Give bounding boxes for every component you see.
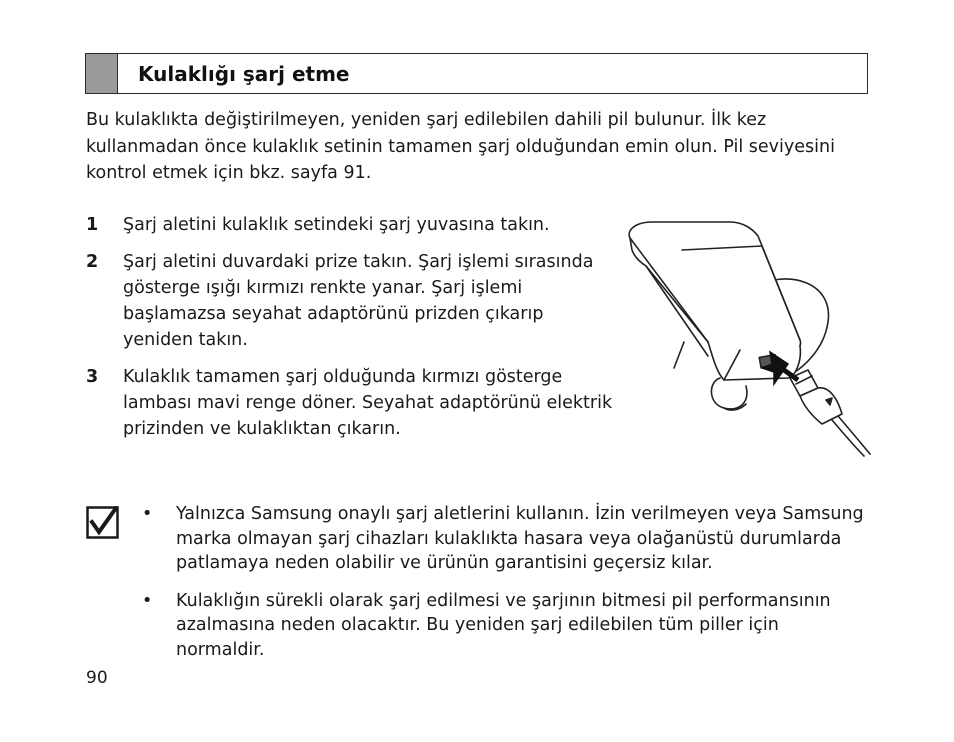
- step-number: 3: [86, 367, 99, 387]
- checkbox-check-icon: [86, 506, 119, 539]
- note-text: Yalnızca Samsung onaylı şarj aletlerini kullanın. İzin verilmeyen veya Samsung marka olmayan şarj cihazları kulaklıkta hasara veya olağanüstü durumlarda patlamaya neden olabilir ve ürünün garantisini geçersiz kılar.: [176, 504, 864, 573]
- section-title: Kulaklığı şarj etme: [138, 62, 350, 86]
- note-item: [140, 589, 870, 663]
- step-text: Şarj aletini kulaklık setindeki şarj yuvasına takın.: [123, 215, 550, 235]
- step-text: Şarj aletini duvardaki prize takın. Şarj işlemi sırasında gösterge ışığı kırmızı renkte yanar. Şarj işlemi başlamazsa seyahat adaptörünü prizden çıkarıp yeniden takın.: [123, 252, 594, 350]
- step-item: [86, 249, 616, 353]
- bullet: •: [142, 590, 153, 611]
- step-number: 2: [86, 252, 99, 272]
- page-number: 90: [86, 668, 108, 688]
- headset-charging-illustration: [612, 210, 872, 460]
- bullet: •: [142, 504, 153, 524]
- step-item: [86, 212, 616, 238]
- step-number: 1: [86, 215, 99, 235]
- section-heading: [85, 53, 868, 94]
- note-item: [140, 502, 870, 576]
- heading-accent-bar: [86, 54, 118, 93]
- note-text: Kulaklığın sürekli olarak şarj edilmesi ve şarjının bitmesi pil performansının azalmasına neden olacaktır. Bu yeniden şarj edilebilen tüm piller için normaldir.: [176, 590, 831, 660]
- notes-list: [140, 502, 870, 662]
- step-item: [86, 364, 616, 442]
- steps-list: [86, 212, 616, 442]
- intro-paragraph: Bu kulaklıkta değiştirilmeyen, yeniden şarj edilebilen dahili pil bulunur. İlk kez kullanmadan önce kulaklık setinin tamamen şarj olduğundan emin olun. Pil seviyesini kontrol etmek için bkz. sayfa 91.: [86, 110, 835, 183]
- step-text: Kulaklık tamamen şarj olduğunda kırmızı gösterge lambası mavi renge döner. Seyahat adaptörünü elektrik prizinden ve kulaklıktan çıkarın.: [123, 367, 613, 439]
